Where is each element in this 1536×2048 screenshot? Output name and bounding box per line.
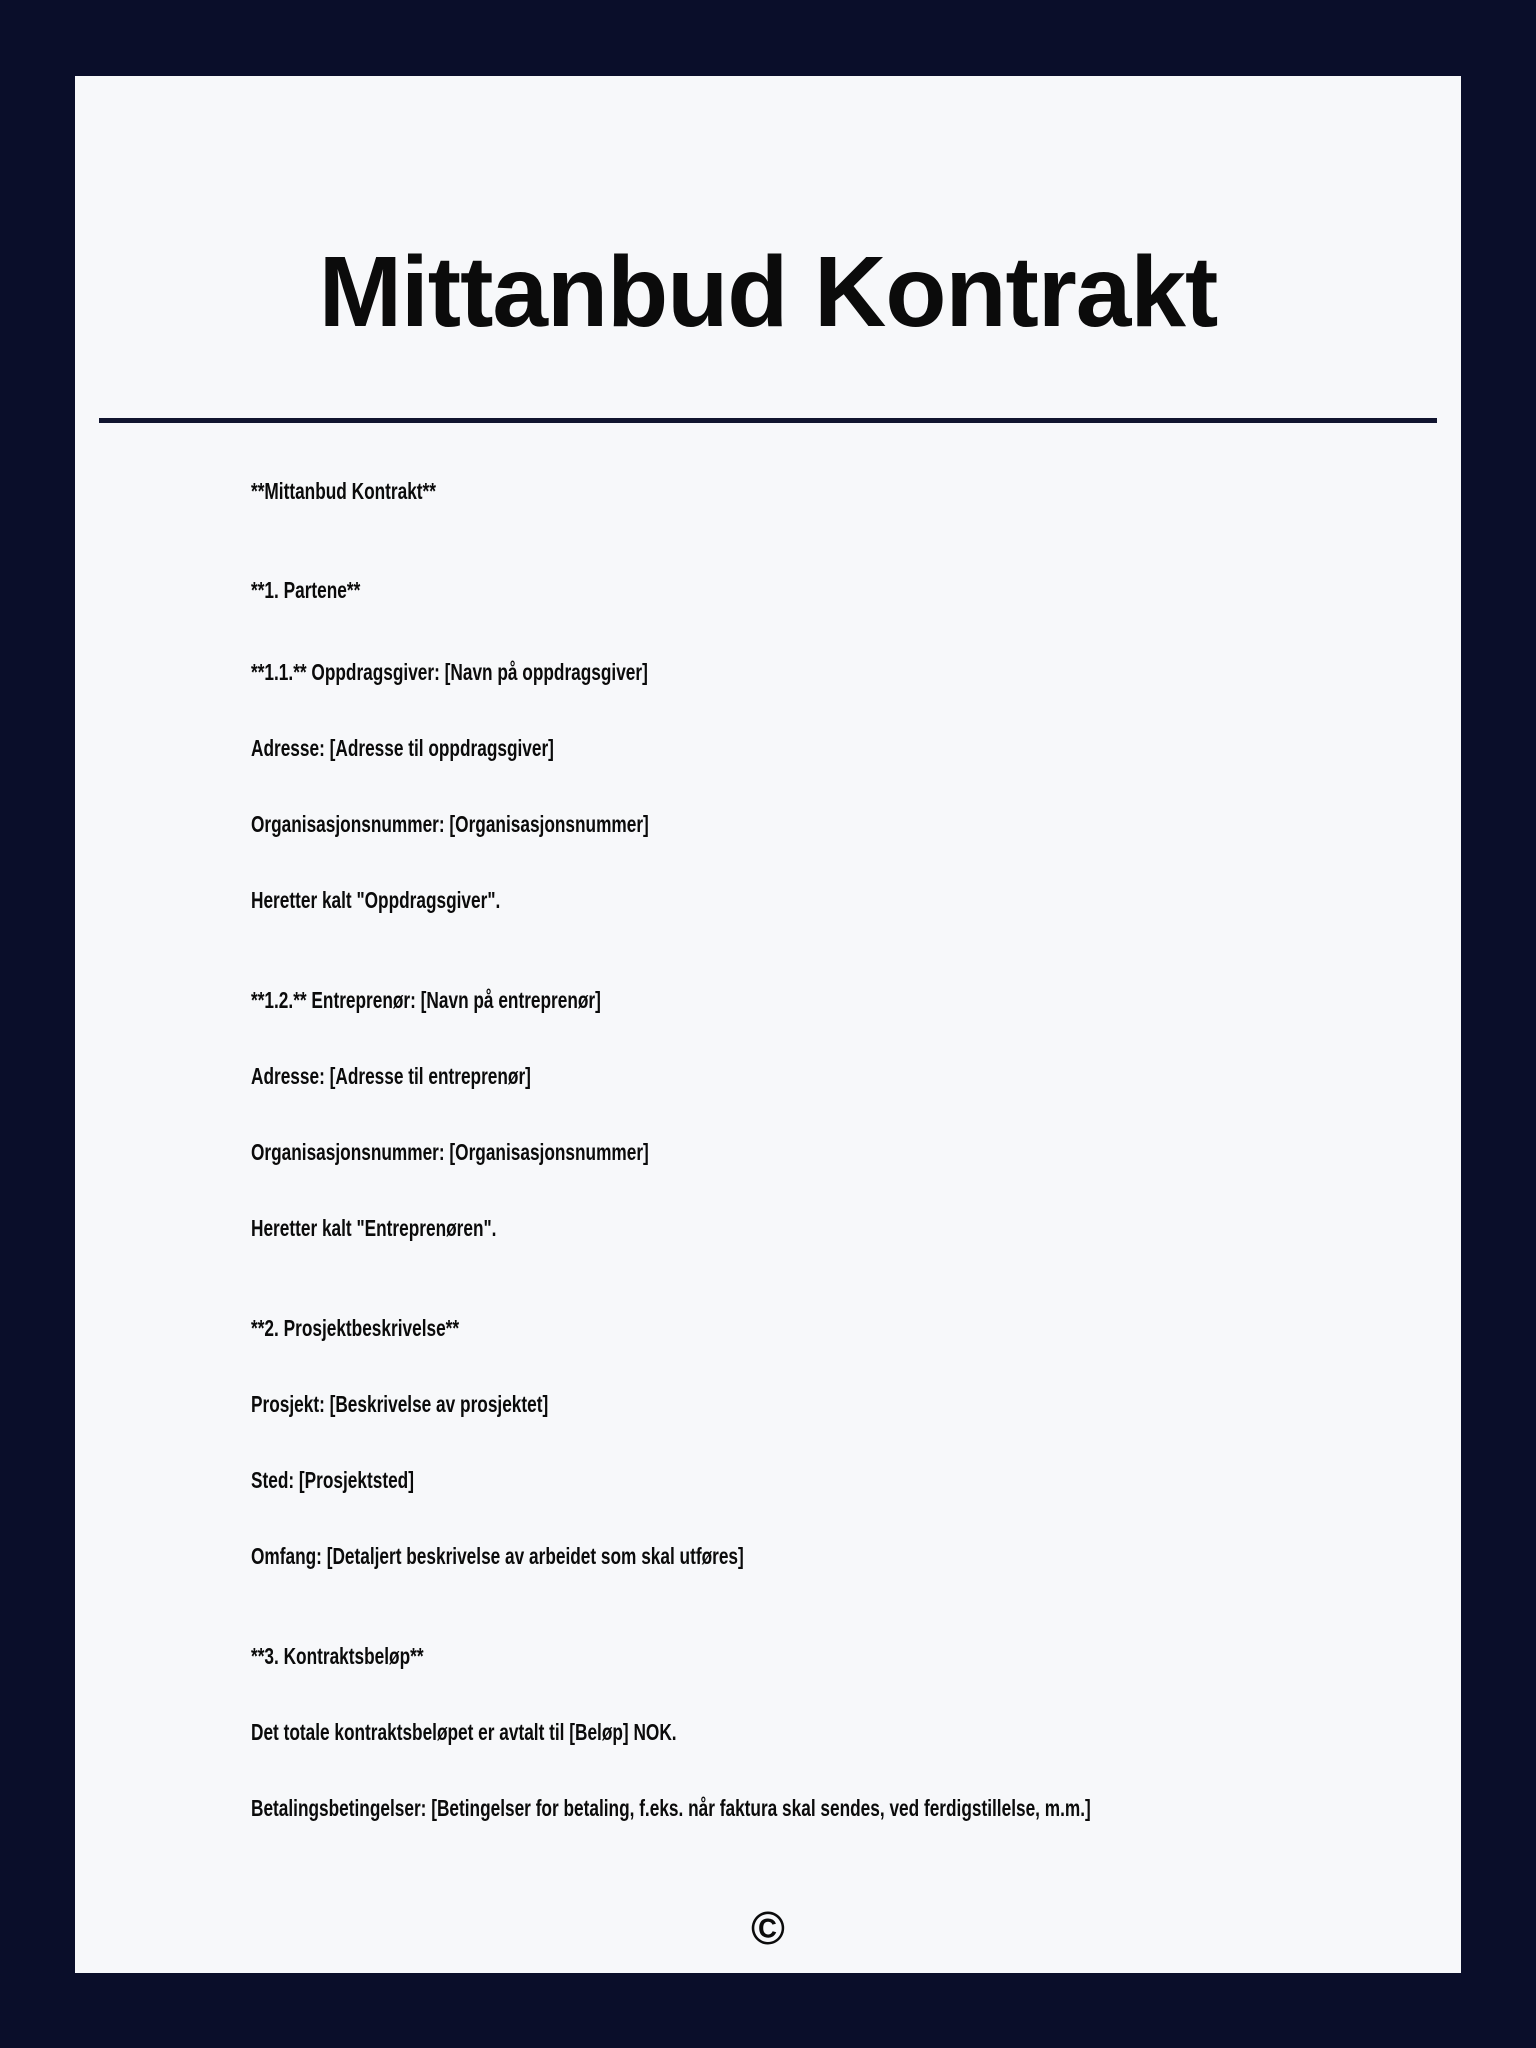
paragraph-contractor-address: Adresse: [Adresse til entreprenør] xyxy=(251,1063,531,1089)
paragraph-contractor-org-number: Organisasjonsnummer: [Organisasjonsnummer] xyxy=(251,1139,649,1165)
paragraph-project-location: Sted: [Prosjektsted] xyxy=(251,1467,414,1493)
paragraph-section-3-heading: **3. Kontraktsbeløp** xyxy=(251,1643,424,1669)
paragraph-section-1-heading: **1. Partene** xyxy=(251,577,361,603)
title-divider xyxy=(99,418,1437,423)
paragraph-project-scope: Omfang: [Detaljert beskrivelse av arbeidet som skal utføres] xyxy=(251,1543,744,1569)
paragraph-client-address: Adresse: [Adresse til oppdragsgiver] xyxy=(251,735,554,761)
paragraph-section-2-heading: **2. Prosjektbeskrivelse** xyxy=(251,1315,460,1341)
paragraph-doc-title-line: **Mittanbud Kontrakt** xyxy=(251,478,436,504)
document-body xyxy=(251,476,1437,1823)
paragraph-payment-terms: Betalingsbetingelser: [Betingelser for betaling, f.eks. når faktura skal sendes, ved ferdigstillelse, m.m.] xyxy=(251,1795,1091,1821)
paragraph-client-alias: Heretter kalt "Oppdragsgiver". xyxy=(251,887,501,913)
page-title: Mittanbud Kontrakt xyxy=(318,236,1218,348)
paragraph-clause-1-1-client: **1.1.** Oppdragsgiver: [Navn på oppdragsgiver] xyxy=(251,659,648,685)
document-page xyxy=(75,76,1461,1973)
paragraph-client-org-number: Organisasjonsnummer: [Organisasjonsnummer] xyxy=(251,811,649,837)
paragraph-contractor-alias: Heretter kalt "Entreprenøren". xyxy=(251,1215,497,1241)
paragraph-clause-1-2-contractor: **1.2.** Entreprenør: [Navn på entreprenør] xyxy=(251,987,601,1013)
copyright-icon: © xyxy=(751,1902,785,1954)
paragraph-project-description: Prosjekt: [Beskrivelse av prosjektet] xyxy=(251,1391,549,1417)
paragraph-contract-amount: Det totale kontraktsbeløpet er avtalt til [Beløp] NOK. xyxy=(251,1719,677,1745)
